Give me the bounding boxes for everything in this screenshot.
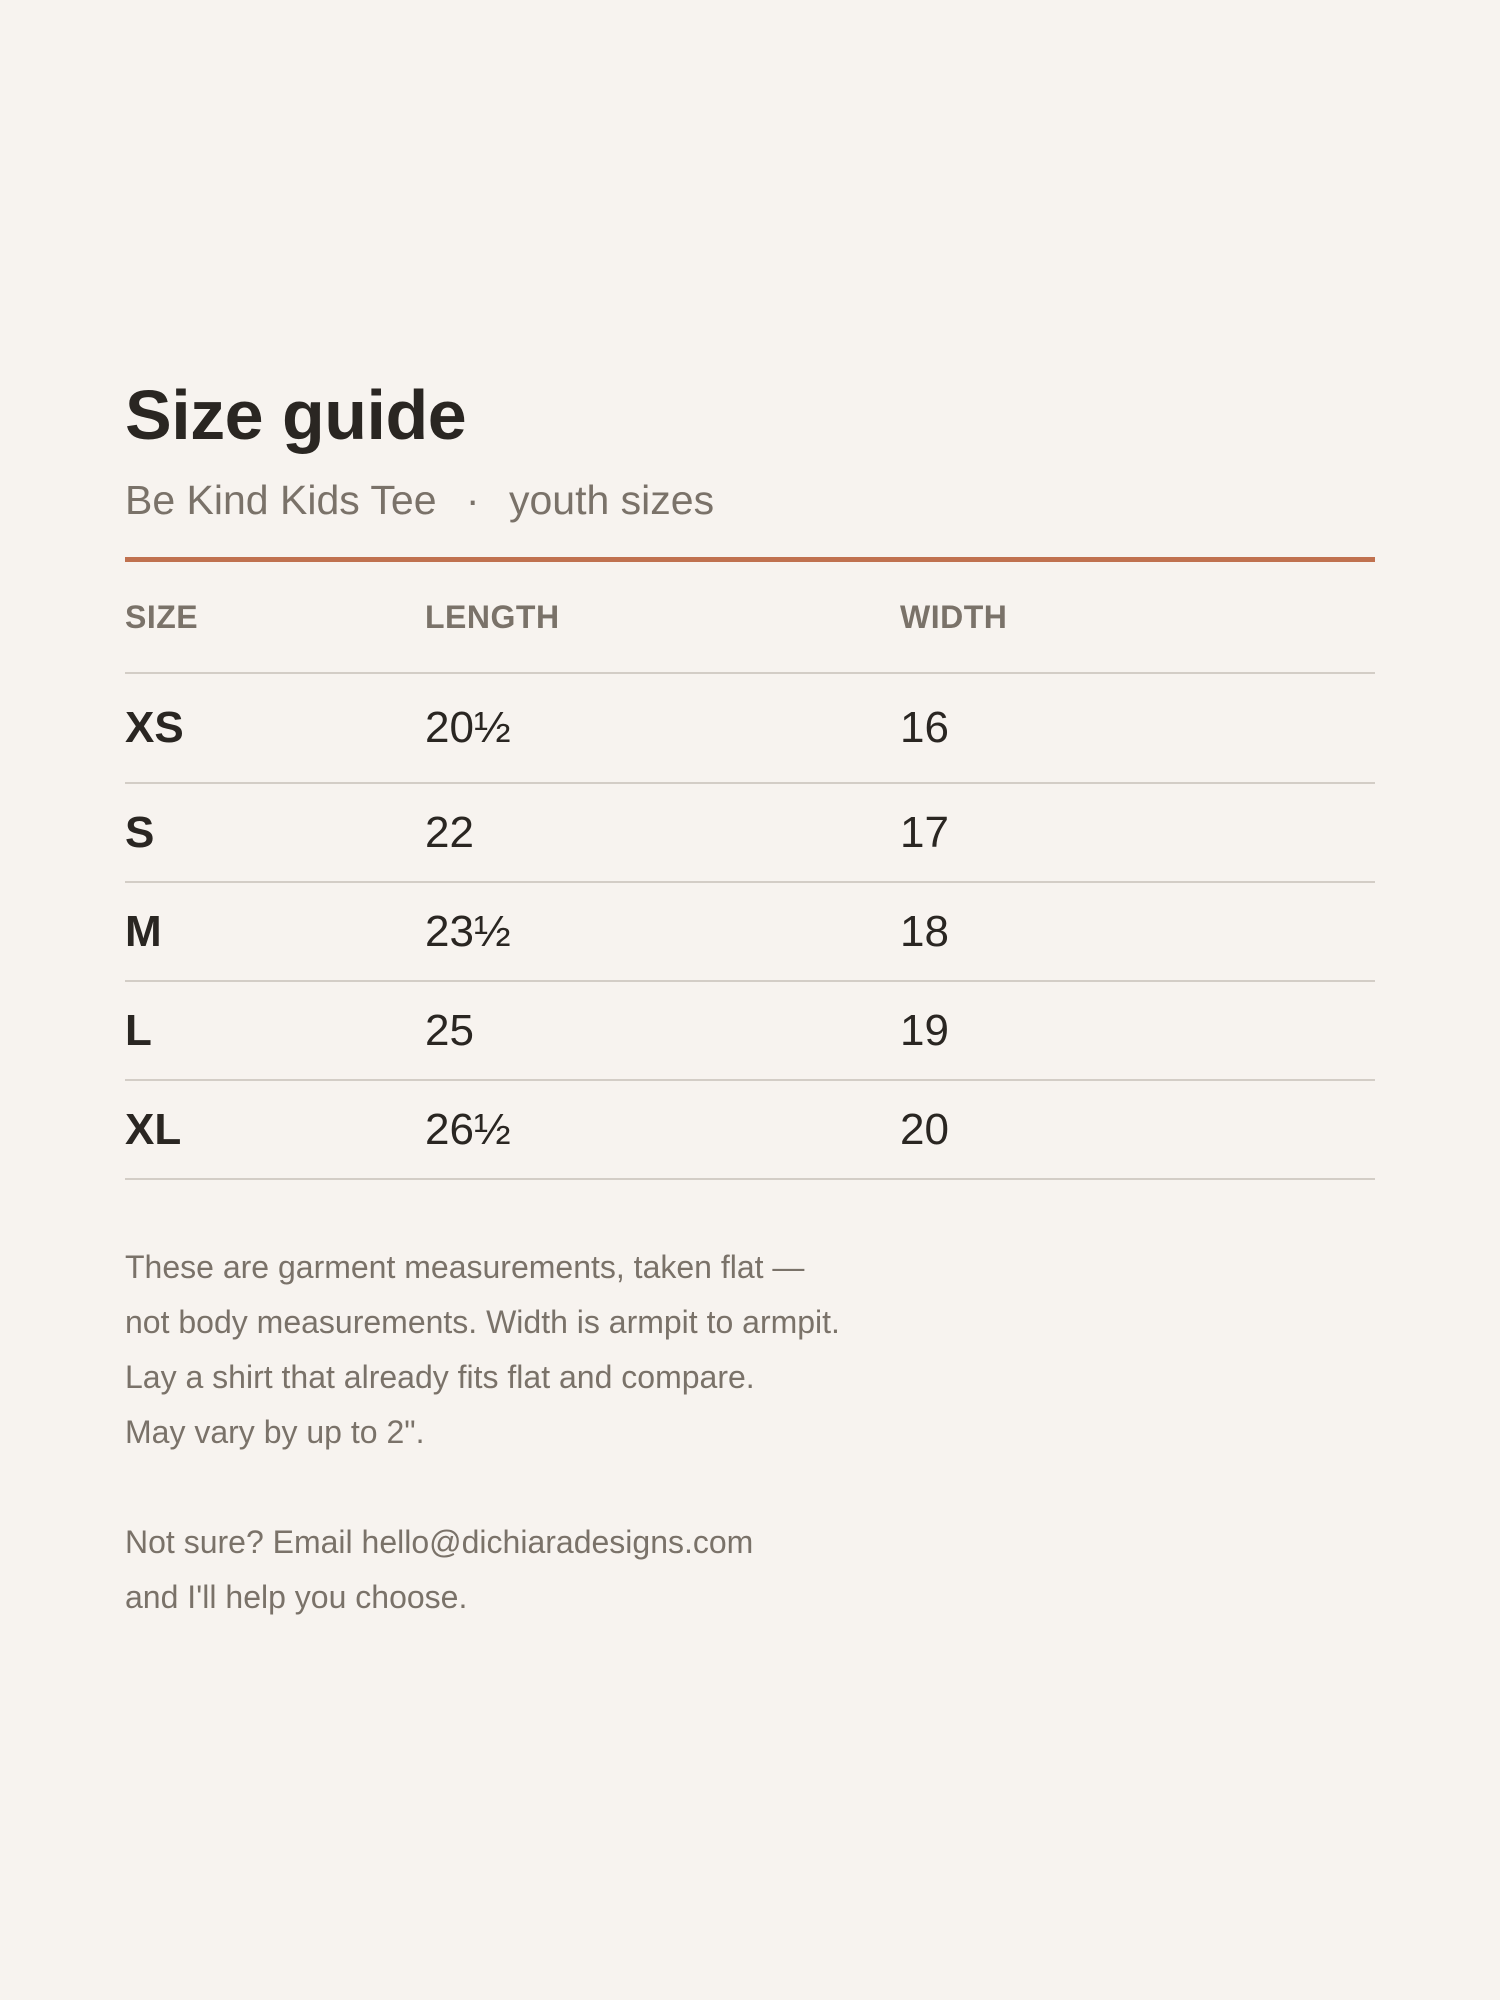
- length-cell: 20½: [425, 703, 511, 752]
- help-line: and I'll help you choose.: [125, 1579, 468, 1615]
- size-guide-card: [125, 376, 1375, 1625]
- size-cell: L: [125, 1005, 152, 1055]
- width-cell: 20: [900, 1104, 949, 1154]
- note-line: May vary by up to 2".: [125, 1414, 425, 1450]
- length-cell: 25: [425, 1005, 474, 1055]
- column-header-length: LENGTH: [425, 598, 560, 635]
- table-row: [125, 883, 1375, 982]
- length-cell: 26½: [425, 1104, 511, 1154]
- size-cell: M: [125, 906, 162, 956]
- subtitle: [125, 477, 1375, 523]
- table-row: [125, 784, 1375, 883]
- separator-dot: ·: [465, 477, 480, 523]
- fit-notes: [125, 1240, 1375, 1625]
- table-row: [125, 674, 1375, 784]
- size-cell: XS: [125, 703, 184, 752]
- length-cell: 23½: [425, 906, 511, 956]
- column-header-size: SIZE: [125, 598, 199, 635]
- notes-spacer: [125, 1460, 1375, 1515]
- column-header-width: WIDTH: [900, 598, 1008, 635]
- size-cell: XL: [125, 1104, 182, 1154]
- width-cell: 16: [900, 703, 949, 752]
- note-line: These are garment measurements, taken flat —: [125, 1249, 805, 1285]
- table-header-row: [125, 562, 1375, 674]
- length-cell: 22: [425, 807, 474, 857]
- width-cell: 19: [900, 1005, 949, 1055]
- table-row: [125, 1081, 1375, 1180]
- width-cell: 18: [900, 906, 949, 956]
- width-cell: 17: [900, 807, 949, 857]
- table-row: [125, 982, 1375, 1081]
- size-table: [125, 562, 1375, 1180]
- help-line: Not sure? Email hello@dichiaradesigns.com: [125, 1524, 754, 1560]
- page-title: Size guide: [125, 376, 467, 454]
- note-line: Lay a shirt that already fits flat and compare.: [125, 1359, 755, 1395]
- size-range-label: youth sizes: [508, 477, 715, 523]
- product-name: Be Kind Kids Tee: [125, 477, 437, 523]
- size-cell: S: [125, 807, 155, 857]
- note-line: not body measurements. Width is armpit to armpit.: [125, 1304, 840, 1340]
